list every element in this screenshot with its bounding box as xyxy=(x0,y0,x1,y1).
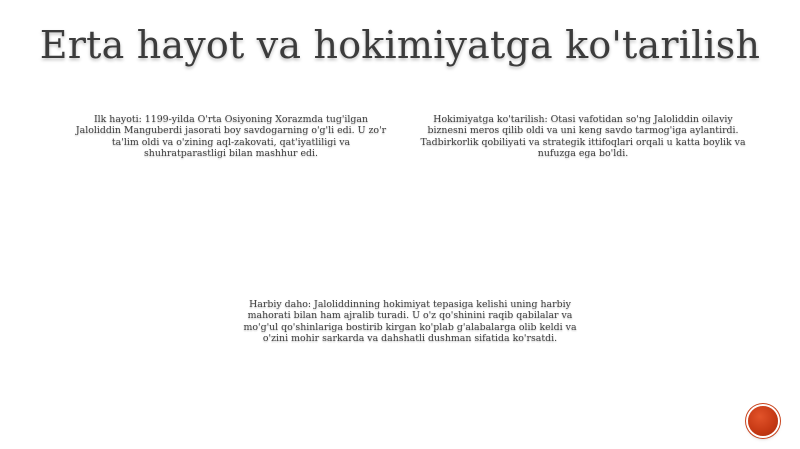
slide-title: Erta hayot va hokimiyatga ko'tarilish xyxy=(39,23,761,67)
rise-to-power-text: Hokimiyatga ko'tarilish: Otasi vafotidan so'ng Jaloliddin oilaviy biznesni meros qilib oldi va uni keng savdo tarmog'iga aylantirdi. Tadbirkorlik qobiliyati va strategik ittifoqlari orqali u katta boylik va nufuzga ega bo'ldi. xyxy=(420,114,746,160)
next-slide-button[interactable] xyxy=(748,406,778,436)
military-genius-text: Harbiy daho: Jaloliddinning hokimiyat tepasiga kelishi uning harbiy mahorati bilan ham ajralib turadi. U o'z qo'shinini raqib qabilalar va mo'g'ul qo'shinlariga bostirib kirgan ko'plab g'alabalarga olib keldi va o'zini mohir sarkarda va dahshatli dushman sifatida ko'rsatdi. xyxy=(243,299,577,345)
early-life-text: Ilk hayoti: 1199-yilda O'rta Osiyoning Xorazmda tug'ilgan Jaloliddin Manguberdi jasorati boy savdogarning o'g'li edi. U zo'r ta'lim oldi va o'zining aql-zakovati, qat'iyatliligi va shuhratparastligi bilan mashhur edi. xyxy=(75,114,387,160)
